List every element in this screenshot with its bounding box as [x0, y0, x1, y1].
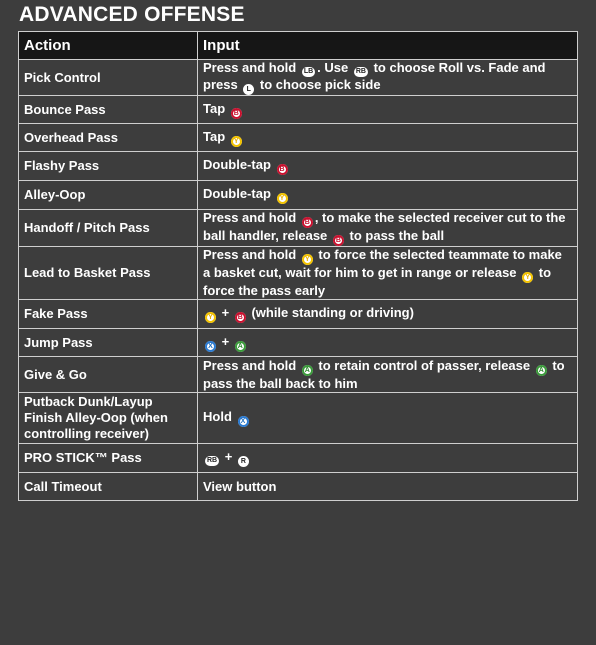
input-text: +: [218, 305, 233, 320]
input-cell: [198, 60, 578, 96]
input-cell: [198, 329, 578, 357]
x-button-icon: X: [205, 341, 216, 352]
input-cell: [198, 96, 578, 124]
input-text: to force the pass early: [203, 265, 552, 298]
input-cell: [198, 393, 578, 444]
lb-bumper-icon: LB: [303, 68, 314, 75]
rb-bumper-icon: RB: [207, 457, 218, 464]
input-cell: [198, 444, 578, 473]
action-cell: Flashy Pass: [19, 152, 198, 181]
y-button-icon: Y: [205, 312, 216, 323]
input-cell: [198, 300, 578, 329]
input-text: , to make the selected receiver cut to the ball handler, release: [203, 210, 566, 243]
input-text: Press and hold: [203, 60, 300, 75]
a-button-icon: A: [536, 365, 547, 376]
input-cell: [198, 473, 578, 501]
action-cell: Pick Control: [19, 60, 198, 96]
input-text: to choose pick side: [256, 77, 381, 92]
table-row: [19, 393, 578, 444]
input-text: +: [221, 449, 236, 464]
input-text: Press and hold: [203, 247, 300, 262]
action-cell: Bounce Pass: [19, 96, 198, 124]
table-row: [19, 152, 578, 181]
input-text: Hold: [203, 409, 236, 424]
table-body: [19, 60, 578, 501]
table-row: [19, 300, 578, 329]
table-row: [19, 181, 578, 210]
table-row: [19, 329, 578, 357]
l-button-icon: L: [243, 84, 254, 95]
rb-bumper-icon: RB: [355, 68, 366, 75]
table-row: [19, 473, 578, 501]
x-button-icon: X: [238, 416, 249, 427]
input-text: Double-tap: [203, 157, 275, 172]
action-cell: Overhead Pass: [19, 124, 198, 152]
input-text: Tap: [203, 128, 229, 144]
action-cell: Alley-Oop: [19, 181, 198, 210]
action-cell: Jump Pass: [19, 329, 198, 357]
table-row: [19, 60, 578, 96]
input-text: to choose Roll vs. Fade and press: [203, 60, 546, 92]
input-text: +: [218, 333, 233, 349]
input-text: . Use: [317, 60, 352, 75]
table-row: [19, 124, 578, 152]
b-button-icon: B: [333, 235, 344, 246]
b-button-icon: B: [231, 108, 242, 119]
action-cell: Call Timeout: [19, 473, 198, 501]
input-cell: [198, 124, 578, 152]
action-cell: Give & Go: [19, 357, 198, 393]
input-cell: [198, 152, 578, 181]
input-cell: [198, 181, 578, 210]
y-button-icon: Y: [522, 272, 533, 283]
page-title: ADVANCED OFFENSE: [19, 3, 245, 26]
b-button-icon: B: [277, 164, 288, 175]
input-cell: [198, 247, 578, 300]
r-button-icon: R: [238, 456, 249, 467]
input-text: to force the selected teammate to make a basket cut, wait for him to get in range or release: [203, 247, 562, 280]
a-button-icon: A: [235, 341, 246, 352]
input-cell: [198, 357, 578, 393]
action-cell: Fake Pass: [19, 300, 198, 329]
table-row: [19, 444, 578, 473]
input-text: to retain control of passer, release: [314, 357, 534, 373]
column-header-action: Action: [19, 32, 198, 60]
b-button-icon: B: [302, 217, 313, 228]
action-cell: PRO STICK™ Pass: [19, 444, 198, 473]
input-text: Double-tap: [203, 186, 275, 201]
y-button-icon: Y: [302, 254, 313, 265]
b-button-icon: B: [235, 312, 246, 323]
table-header-row: [19, 32, 578, 60]
action-cell: Putback Dunk/Layup Finish Alley-Oop (when controlling receiver): [19, 393, 198, 444]
input-text: Tap: [203, 100, 229, 116]
input-cell: [198, 210, 578, 247]
input-text: Press and hold: [203, 357, 300, 373]
action-cell: Handoff / Pitch Pass: [19, 210, 198, 247]
input-text: (while standing or driving): [247, 305, 414, 320]
action-cell: Lead to Basket Pass: [19, 247, 198, 300]
table-row: [19, 210, 578, 247]
table-row: [19, 357, 578, 393]
input-text: to pass the ball back to him: [203, 357, 565, 391]
input-text: Press and hold: [203, 210, 300, 225]
a-button-icon: A: [302, 365, 313, 376]
controls-table: [18, 31, 578, 501]
y-button-icon: Y: [231, 136, 242, 147]
column-header-input: Input: [198, 32, 578, 60]
y-button-icon: Y: [277, 193, 288, 204]
input-text: View button: [203, 478, 277, 494]
table-row: [19, 96, 578, 124]
input-text: to pass the ball: [345, 228, 445, 243]
table-row: [19, 247, 578, 300]
